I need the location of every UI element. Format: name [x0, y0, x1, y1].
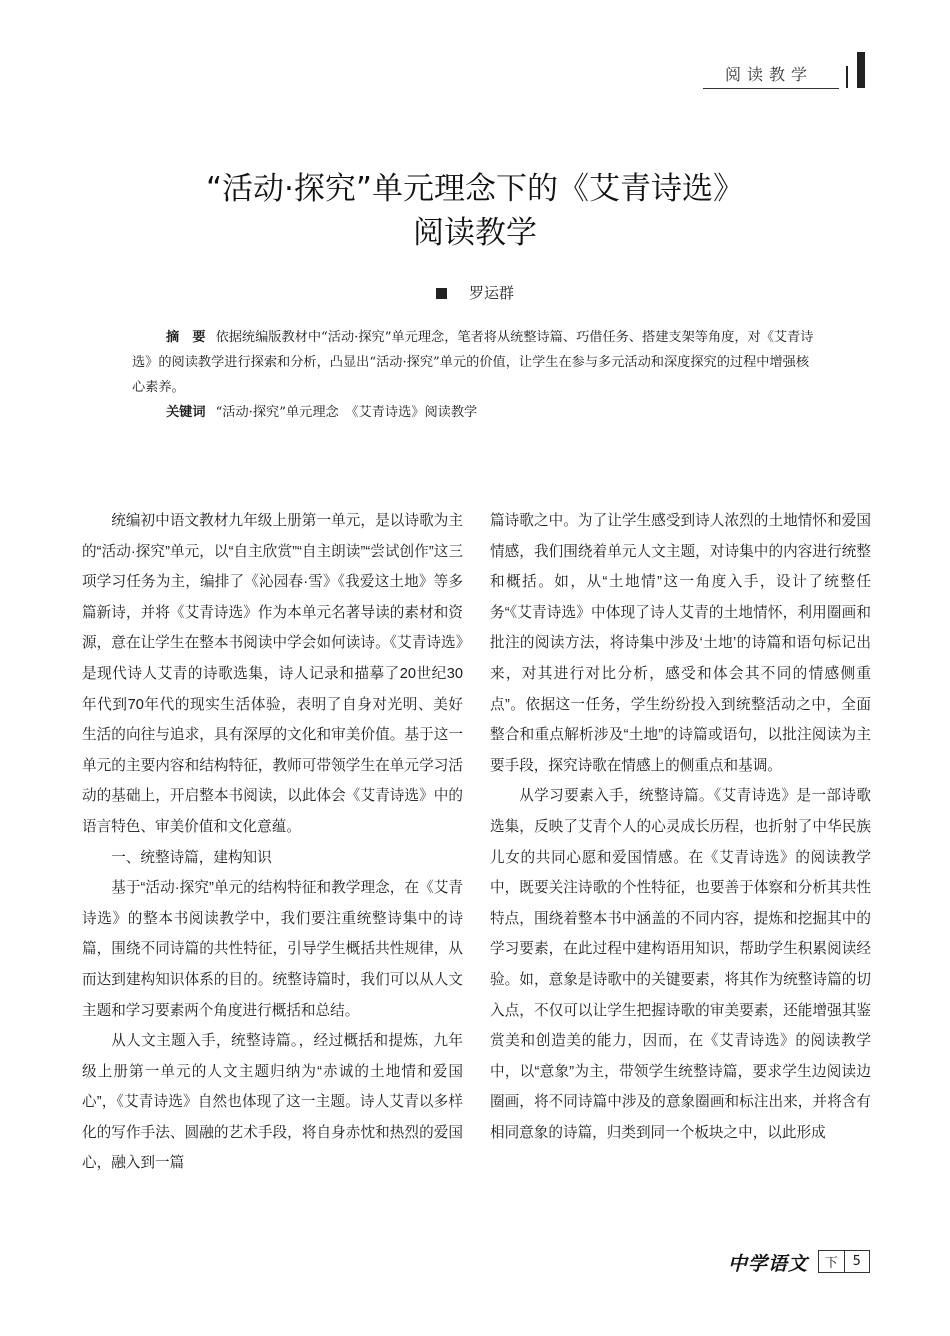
- body-column-right: [490, 506, 871, 1148]
- author-name: 罗运群: [468, 284, 514, 302]
- body-paragraph-continued: 篇诗歌之中。为了让学生感受到诗人浓烈的土地情怀和爱国情感，我们围绕着单元人文主题，对诗集中的内容进行统整和概括。如，从“土地情”这一角度入手，设计了统整任务“《艾青诗选》中体现了诗人艾青的土地情怀，利用圈画和批注的阅读方法，将诗集中涉及‘土地’的诗篇和语句标记出来，对其进行对比分析，感受和体会其不同的情感侧重点”。依据这一任务，学生纷纷投入到统整活动之中，全面整合和重点解析涉及“土地”的诗篇或语句，以批注阅读为主要手段，探究诗歌在情感上的侧重点和基调。: [490, 513, 871, 774]
- page-number-box: [818, 1250, 870, 1273]
- section-header: 阅读教学: [724, 65, 813, 84]
- author-line: [0, 282, 950, 303]
- abstract-paragraph: [132, 325, 822, 400]
- abstract-label: 摘 要: [166, 330, 206, 345]
- header-bar-thin: [846, 66, 848, 88]
- body-column-left: [82, 506, 463, 1179]
- body-paragraph: 从人文主题入手，统整诗篇。，经过概括和提炼，九年级上册第一单元的人文主题归纳为“赤诚的土地情和爱国心”，《艾青诗选》自然也体现了这一主题。诗人艾青以多样化的写作手法、圆融的艺术手段，将自身赤忱和热烈的爱国心，融入到一篇: [82, 1033, 463, 1172]
- keywords-text: “活动·探究”单元理念 《艾青诗选》阅读教学: [215, 405, 478, 420]
- body-paragraph: 统编初中语文教材九年级上册第一单元，是以诗歌为主的“活动·探究”单元，以“自主欣赏”“自主朗读”“尝试创作”这三项学习任务为主，编排了《沁园春·雪》《我爱这土地》等多篇新诗，并将《艾青诗选》作为本单元名著导读的素材和资源，意在让学生在整本书阅读中学会如何读诗。《艾青诗选》是现代诗人艾青的诗歌选集，诗人记录和描摹了20世纪30年代到70年代的现实生活体验，表明了自身对光明、美好生活的向往与追求，具有深厚的文化和审美价值。基于这一单元的主要内容和结构特征，教师可带领学生在单元学习活动的基础上，开启整本书阅读，以此体会《艾青诗选》中的语言特色、审美价值和文化意蕴。: [82, 513, 463, 835]
- magazine-logo: 中学语文: [728, 1253, 809, 1275]
- abstract-text: 依据统编版教材中“活动·探究”单元理念，笔者将从统整诗篇、巧借任务、搭建支架等角度，对《艾青诗选》的阅读教学进行探索和分析，凸显出“活动·探究”单元的价值，让学生在参与多元活动和深度探究的过程中增强核心素养。: [132, 330, 814, 395]
- article-title-line1: “活动·探究”单元理念下的《艾青诗选》: [206, 171, 744, 207]
- abstract-block: [132, 325, 822, 425]
- page-number: 5: [852, 1254, 861, 1269]
- volume-label: 下: [824, 1256, 838, 1271]
- section-heading: 一、统整诗篇，建构知识: [111, 849, 272, 866]
- header-rule: [703, 88, 839, 89]
- keywords-paragraph: [132, 400, 822, 425]
- body-paragraph: 从学习要素入手，统整诗篇。《艾青诗选》是一部诗歌选集，反映了艾青个人的心灵成长历程，也折射了中华民族儿女的共同心愿和爱国情感。在《艾青诗选》的阅读教学中，既要关注诗歌的个性特征，也要善于体察和分析其共性特点，围绕着整本书中涵盖的不同内容，提炼和挖掘其中的学习要素，在此过程中建构语用知识，帮助学生积累阅读经验。如，意象是诗歌中的关键要素，将其作为统整诗篇的切入点，不仅可以让学生把握诗歌的审美要素，还能增强其鉴赏美和创造美的能力，因而，在《艾青诗选》的阅读教学中，以“意象”为主，带领学生统整诗篇，要求学生边阅读边圈画，将不同诗篇中涉及的意象圈画和标注出来，并将含有相同意象的诗篇，归类到同一个板块之中，以此形成: [490, 788, 871, 1141]
- author-square-icon: [436, 288, 447, 299]
- body-paragraph: 基于“活动·探究”单元的结构特征和教学理念，在《艾青诗选》的整本书阅读教学中，我们要注重统整诗集中的诗篇，围绕不同诗篇的共性特征，引导学生概括共性规律，从而达到建构知识体系的目的。统整诗篇时，我们可以从人文主题和学习要素两个角度进行概括和总结。: [82, 880, 463, 1019]
- keywords-label: 关键词: [166, 405, 206, 420]
- article-title-line2: 阅读教学: [413, 215, 537, 251]
- header-bar-thick: [857, 52, 865, 88]
